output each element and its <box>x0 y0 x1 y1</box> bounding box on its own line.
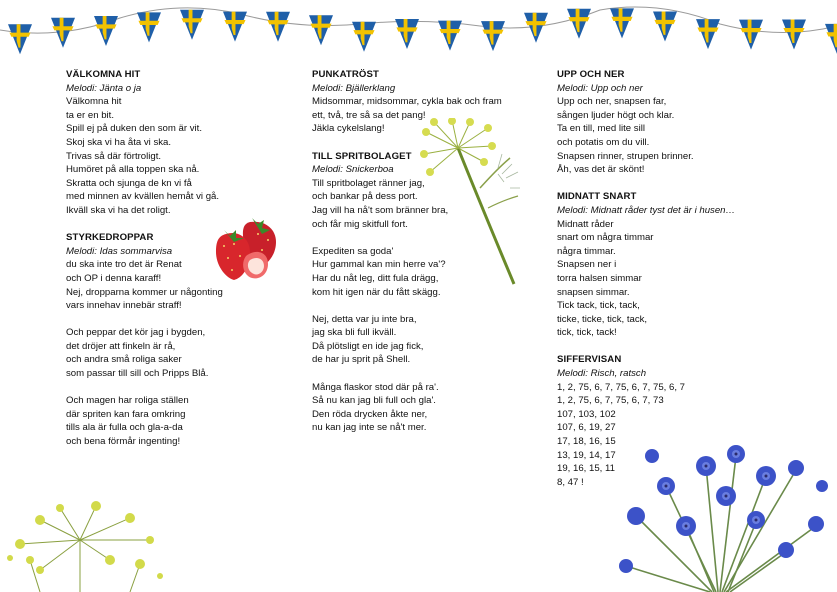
song-line: Jäkla cykelslang! <box>312 123 385 135</box>
song-line: Hur gammal kan min herre va'? <box>312 259 446 271</box>
song-line: Till spritbolaget ränner jag, <box>312 177 425 189</box>
song-line: Och peppar det kör jag i bygden, <box>66 327 206 339</box>
song-line: Skratta och sjunga de kn vi få <box>66 177 192 189</box>
song-title: TILL SPRITBOLAGET <box>312 150 412 162</box>
song-line: Så nu kan jag bli full och gla'. <box>312 395 436 407</box>
song-line: de har ju sprit på Shell. <box>312 354 411 366</box>
swedish-flag-pennant-icon <box>610 8 634 38</box>
swedish-flag-pennant-icon <box>309 15 333 45</box>
song-line: Många flaskor stod där på ra'. <box>312 381 439 393</box>
song-line: sången ljuder högt och klar. <box>557 109 675 121</box>
song-line: Ikväll ska vi ha det roligt. <box>66 204 171 216</box>
song-line: kom hit igen när du fått skägg. <box>312 286 441 298</box>
song-line: ett, två, tre så sa det pang! <box>312 109 426 121</box>
song-block <box>66 68 306 218</box>
swedish-flag-pennant-icon <box>94 16 118 46</box>
song-line: tills ala är fulla och gla-a-da <box>66 422 183 434</box>
song-line: och bena förmår ingenting! <box>66 436 181 448</box>
song-line: Upp och ner, snapsen far, <box>557 96 667 108</box>
song-line: och bankar på dess port. <box>312 191 418 203</box>
swedish-flag-pennant-icon <box>266 12 290 42</box>
song-line: Då plötsligt en ide jag fick, <box>312 340 424 352</box>
song-line: snapsen simmar. <box>557 286 630 298</box>
song-line: torra halsen simmar <box>557 272 642 284</box>
song-melody: Melodi: Risch, ratsch <box>557 368 647 380</box>
song-line: 19, 16, 15, 11 <box>557 463 615 475</box>
song-line: Trivas så där förtroligt. <box>66 150 162 162</box>
song-title: MIDNATT SNART <box>557 191 637 203</box>
verse-break <box>66 313 306 327</box>
song-title: VÄLKOMNA HIT <box>66 69 141 80</box>
song-line: Snapsen ner i <box>557 259 617 271</box>
swedish-flag-pennant-icon <box>180 10 204 40</box>
swedish-flag-pennant-icon <box>352 22 376 52</box>
song-melody: Melodi: Idas sommarvisa <box>66 245 173 257</box>
song-line: där spriten kan fara omkring <box>66 408 186 420</box>
song-block <box>557 190 797 340</box>
song-line: 107, 103, 102 <box>557 408 616 420</box>
song-line: Spill ej på duken den som är vit. <box>66 123 202 135</box>
verse-break <box>312 299 552 313</box>
swedish-flag-pennant-icon <box>696 19 720 49</box>
swedish-flag-pennant-icon <box>438 21 462 51</box>
song-line: Snapsen rinner, strupen brinner. <box>557 150 694 162</box>
song-melody: Melodi: Jänta o ja <box>66 82 142 94</box>
song-line: några timmar. <box>557 245 616 257</box>
swedish-flag-pennant-icon <box>739 20 763 50</box>
swedish-flag-pennant-icon <box>223 12 247 42</box>
song-line: ticke, ticke, tick, tack, <box>557 313 648 325</box>
cornflower-bouquet-icon <box>606 426 837 592</box>
song-line: Åh, vas det är skönt! <box>557 164 645 176</box>
song-line: och andra små roliga saker <box>66 354 182 366</box>
song-line: som passar till sill och Pripps Blå. <box>66 368 209 380</box>
verse-break <box>66 381 306 395</box>
song-line: 8, 47 ! <box>557 476 584 488</box>
song-melody: Melodi: Upp och ner <box>557 82 643 94</box>
song-line: Midsommar, midsommar, cykla bak och fram <box>312 96 502 108</box>
song-line: Och magen har roliga ställen <box>66 395 189 407</box>
swedish-flag-pennant-icon <box>8 24 32 54</box>
song-melody: Melodi: Snickerboa <box>312 164 394 176</box>
swedish-flag-pennant-icon <box>481 21 505 51</box>
song-title: STYRKEDROPPAR <box>66 232 154 244</box>
song-line: Nej, detta var ju inte bra, <box>312 313 417 325</box>
dill-flower-icon <box>0 500 170 592</box>
song-line: du ska inte tro det är Renat <box>66 259 182 271</box>
song-title: UPP OCH NER <box>557 69 625 80</box>
song-line: tick, tick, tack! <box>557 327 617 339</box>
song-line: Har du nåt leg, ditt fula drägg, <box>312 272 439 284</box>
song-line: 13, 19, 14, 17 <box>557 449 616 461</box>
song-block <box>557 68 797 177</box>
song-line: Jag vill ha nå't som bränner bra, <box>312 204 449 216</box>
verse-break <box>312 367 552 381</box>
song-line: Välkomna hit <box>66 96 122 108</box>
song-line: ta er en bit. <box>66 109 114 121</box>
song-line: 1, 2, 75, 6, 7, 75, 6, 7, 75, 6, 7 <box>557 381 686 393</box>
song-line: det dröjer att finkeln är rå, <box>66 340 176 352</box>
song-title: PUNKATRÖST <box>312 69 379 80</box>
song-line: Ta en till, med lite sill <box>557 123 645 135</box>
song-line: och får mig skitfull fort. <box>312 218 408 230</box>
swedish-flag-pennant-icon <box>567 9 591 39</box>
swedish-flag-pennant-icon <box>137 12 161 42</box>
song-line: 107, 6, 19, 27 <box>557 422 616 434</box>
swedish-flag-pennant-icon <box>395 19 419 49</box>
song-melody: Melodi: Bjällerklang <box>312 82 396 94</box>
song-line: nu kan jag inte se nå't mer. <box>312 422 427 434</box>
song-line: Nej, dropparna kommer ur någonting <box>66 286 223 298</box>
swedish-flag-pennant-icon <box>782 20 806 50</box>
song-melody: Melodi: Midnatt råder tyst det är i husen… <box>557 204 736 216</box>
song-line: vars innehav innebär straff! <box>66 300 182 312</box>
song-line: Expediten sa goda' <box>312 245 394 257</box>
swedish-flag-pennant-icon <box>653 11 677 41</box>
song-line: Tick tack, tick, tack, <box>557 300 640 312</box>
song-line: Den röda drycken åkte ner, <box>312 408 428 420</box>
song-title: SIFFERVISAN <box>557 354 622 366</box>
song-line: jag ska bli full ikväll. <box>312 327 397 339</box>
swedish-flag-bunting-icon <box>0 0 837 70</box>
song-line: 1, 2, 75, 6, 7, 75, 6, 7, 73 <box>557 395 664 407</box>
dill-flower-icon <box>418 118 528 288</box>
song-line: Skoj ska vi ha åta vi ska. <box>66 136 172 148</box>
song-line: snart om några timmar <box>557 232 654 244</box>
song-line: och OP i denna karaff! <box>66 272 162 284</box>
song-line: 17, 18, 16, 15 <box>557 436 616 448</box>
strawberry-icon <box>212 216 282 282</box>
song-line: och potatis om du vill. <box>557 136 650 148</box>
song-line: med minnen av kvällen hemåt vi gå. <box>66 191 220 203</box>
song-line: Midnatt råder <box>557 218 614 230</box>
song-line: Humöret på alla toppen ska nå. <box>66 164 200 176</box>
